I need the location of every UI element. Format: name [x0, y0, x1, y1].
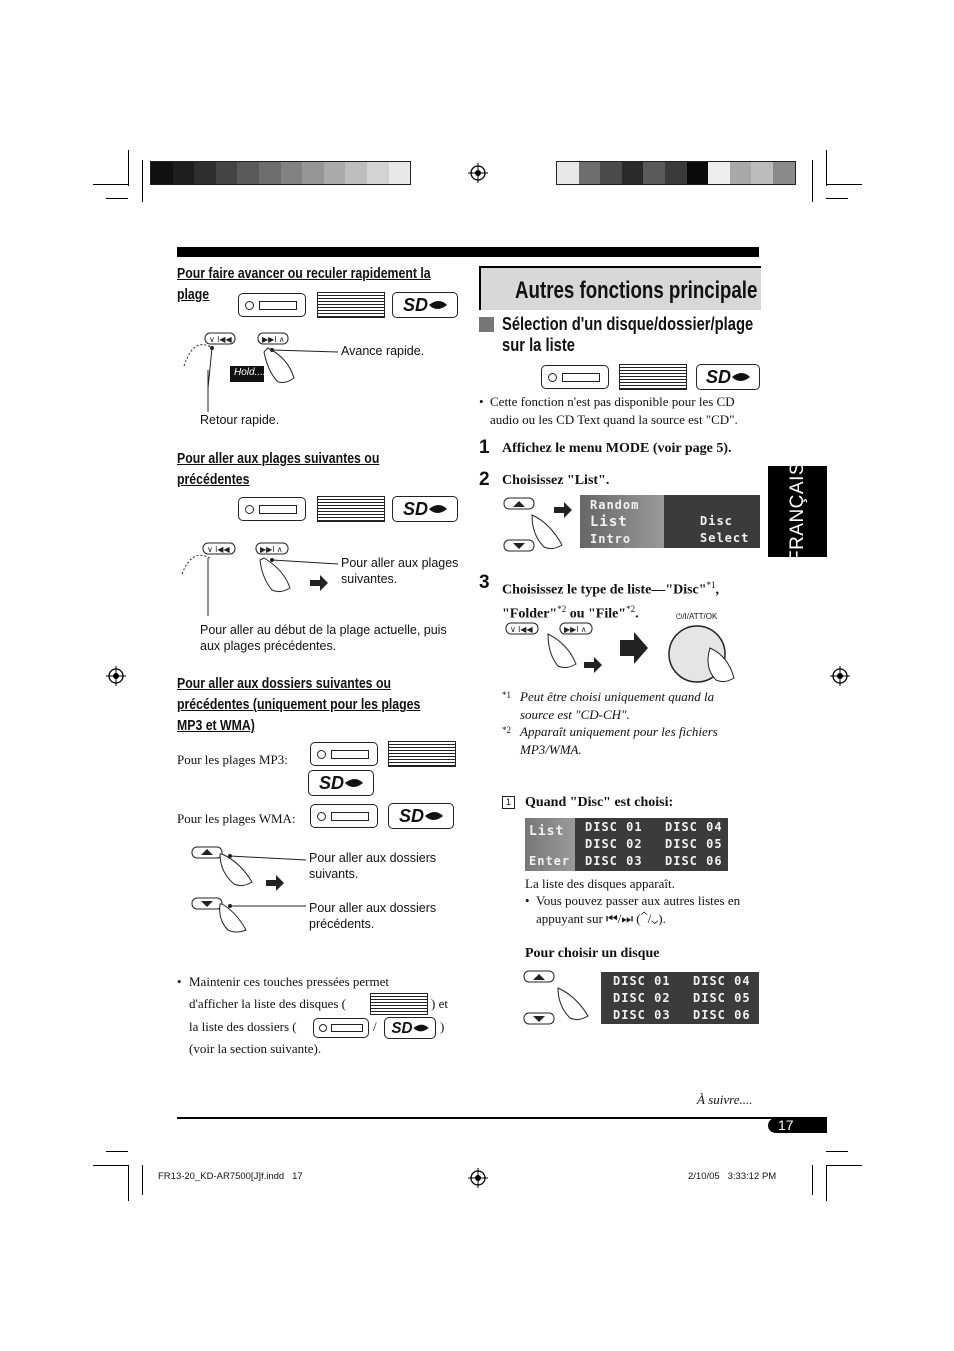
lcd-enter: Enter	[529, 854, 571, 868]
color-swatch	[259, 162, 281, 184]
top-rule	[177, 247, 759, 257]
lcd-disc-item: DISC 03	[613, 1008, 671, 1022]
updown-buttons-illustration	[502, 495, 580, 555]
hold-note-line4: (voir la section suivante).	[189, 1041, 322, 1056]
footnote-ref: *1	[706, 580, 716, 590]
page-number-tab	[768, 1118, 827, 1133]
color-swatch	[557, 162, 579, 184]
color-swatch	[773, 162, 795, 184]
color-swatch	[730, 162, 752, 184]
footnote-ref: *2	[626, 603, 636, 614]
crop-mark	[128, 1165, 129, 1201]
color-swatch	[173, 162, 195, 184]
crop-mark	[826, 1151, 848, 1152]
lcd-disc-item: DISC 01	[585, 820, 643, 834]
lcd-disc-item: DISC 01	[613, 974, 671, 988]
language-tab	[768, 461, 827, 562]
color-swatch	[302, 162, 324, 184]
crop-mark	[142, 160, 143, 202]
slash: /	[373, 1019, 377, 1034]
lcd-disc-item: DISC 04	[693, 974, 751, 988]
color-swatch	[579, 162, 601, 184]
color-swatch	[751, 162, 773, 184]
step1-text: Affichez le menu MODE (voir page 5).	[502, 441, 732, 456]
lcd-disc-list	[525, 818, 728, 871]
color-swatch	[194, 162, 216, 184]
color-swatch	[389, 162, 411, 184]
substep-number: 1	[502, 796, 515, 809]
color-swatch	[345, 162, 367, 184]
step-number: 3	[479, 572, 490, 593]
registration-target-icon	[106, 666, 126, 686]
lcd-disc-item: DISC 06	[665, 854, 723, 868]
continued-text: À suivre....	[697, 1092, 753, 1107]
lcd-disc-item: DISC 02	[585, 837, 643, 851]
hold-note-line3: la liste des dossiers (	[189, 1019, 297, 1034]
lcd-disc-item: DISC 05	[693, 991, 751, 1005]
bottom-rule	[177, 1117, 827, 1119]
color-swatch	[237, 162, 259, 184]
bullet-dot: •	[525, 893, 530, 908]
hold-label: Hold....	[234, 367, 266, 378]
sd-source-icon	[308, 770, 374, 796]
crop-mark	[826, 1165, 827, 1201]
crop-mark	[826, 184, 862, 185]
registration-target-icon	[468, 1168, 488, 1188]
svg-text:∨ I◀◀: ∨ I◀◀	[209, 335, 232, 344]
changer-source-icon	[370, 993, 428, 1015]
heading-text: Pour aller aux plages suivantes ou précédentes	[177, 450, 380, 488]
footer-file: FR13-20_KD-AR7500[J]f.indd 17	[158, 1171, 303, 1182]
list-appears-text: La liste des disques apparaît.	[525, 876, 675, 891]
svg-text:∨ I◀◀: ∨ I◀◀	[207, 545, 230, 554]
color-swatch	[216, 162, 238, 184]
registration-target-icon	[830, 666, 850, 686]
color-calibration-bar-right	[556, 161, 796, 185]
crop-mark	[106, 198, 128, 199]
svg-text:SD: SD	[403, 500, 429, 518]
page-title: Autres fonctions principale	[515, 277, 758, 304]
reverse-label: Retour rapide.	[200, 413, 280, 427]
step3-text-c: ou "File"	[566, 606, 627, 622]
prev-folder-label: Pour aller aux dossiers précédents.	[309, 901, 437, 931]
page-number: 17	[778, 1117, 794, 1133]
hold-note-line1: Maintenir ces touches pressées permet	[189, 974, 389, 989]
color-swatch	[600, 162, 622, 184]
changer-source-icon	[317, 292, 385, 318]
cd-source-icon	[238, 497, 306, 521]
lcd-list: List	[529, 824, 565, 839]
svg-text:▶▶I ∧: ▶▶I ∧	[260, 545, 283, 554]
hold-note-line3-end: )	[440, 1019, 445, 1034]
switch-list-note: Vous pouvez passer aux autres listes en appuyant sur ⏮/⏭ (⌃/⌄).	[536, 893, 741, 926]
color-swatch	[643, 162, 665, 184]
step-number: 2	[479, 469, 490, 490]
lcd-disc-item: DISC 02	[613, 991, 671, 1005]
crop-mark	[93, 1165, 129, 1166]
footnote-ref: *2	[557, 603, 567, 614]
crop-mark	[826, 1165, 862, 1166]
lcd-disc-item: DISC 04	[665, 820, 723, 834]
color-swatch	[687, 162, 709, 184]
section-subtitle: Sélection d'un disque/dossier/plage sur la liste	[502, 314, 754, 355]
crop-mark	[106, 1151, 128, 1152]
availability-note: Cette fonction n'est pas disponible pour les CD audio ou les CD Text quand la source est "CD".	[490, 394, 738, 427]
registration-target-icon	[468, 163, 488, 183]
lcd-disc-select	[601, 972, 759, 1024]
step3-text-b: "Folder"	[502, 606, 558, 622]
next-track-label: Pour aller aux plages suivantes.	[341, 556, 459, 586]
substep-text: Quand "Disc" est choisi:	[525, 795, 674, 810]
footnote-mark: *2	[502, 725, 511, 735]
sd-source-icon	[392, 292, 458, 318]
step3-text-a: Choisissez le type de liste—"Disc"	[502, 582, 707, 598]
crop-mark	[826, 198, 848, 199]
color-calibration-bar-left	[150, 161, 411, 185]
bullet-dot: •	[479, 394, 484, 409]
changer-source-icon	[619, 364, 687, 390]
choose-disc-heading: Pour choisir un disque	[525, 946, 660, 961]
crop-mark	[142, 1165, 143, 1195]
svg-text:SD: SD	[706, 368, 732, 386]
footnote-mark: *1	[502, 690, 511, 700]
lcd-disc-item: DISC 03	[585, 854, 643, 868]
next-folder-label: Pour aller aux dossiers suivants.	[309, 851, 437, 881]
svg-text:SD: SD	[319, 774, 345, 792]
list-type-selection-illustration	[502, 618, 762, 688]
lcd-item-random: Random	[590, 498, 640, 512]
changer-source-icon	[388, 741, 456, 767]
knob-label: ⏻/I/ATT/OK	[676, 612, 718, 621]
lcd-item-intro: Intro	[590, 532, 632, 546]
crop-mark	[812, 1165, 813, 1195]
sd-source-icon	[696, 364, 760, 390]
step2-text: Choisissez "List".	[502, 473, 610, 488]
folder-buttons-illustration	[186, 842, 306, 942]
svg-text:▶▶I ∧: ▶▶I ∧	[262, 335, 285, 344]
section-square-icon	[479, 317, 494, 332]
heading-text: Pour faire avancer ou reculer rapidement la plage	[177, 265, 431, 303]
section-heading-next-tracks	[177, 448, 437, 490]
prev-track-label: Pour aller au début de la plage actuelle, puis aux plages précédentes.	[200, 623, 447, 653]
hold-note-line2-end: ) et	[431, 996, 448, 1011]
lcd-item-list: List	[590, 514, 628, 530]
forward-label: Avance rapide.	[341, 344, 425, 358]
bullet-dot: •	[177, 974, 182, 989]
svg-text:SD: SD	[399, 807, 425, 825]
title-banner	[479, 266, 761, 310]
crop-mark	[826, 150, 827, 186]
cd-source-icon	[310, 804, 378, 828]
lcd-disc-item: DISC 06	[693, 1008, 751, 1022]
footnote-1: Peut être choisi uniquement quand la source est "CD-CH".	[520, 689, 715, 722]
crop-mark	[128, 150, 129, 186]
cd-source-icon	[238, 293, 306, 317]
step3-text: Choisissez le type de liste—"Disc"$^{*1}$, "Folder"$^{*2}$ ou "File"$^{*2}$.	[502, 580, 720, 622]
section-heading-folders	[177, 673, 457, 736]
footnote-2: Apparaît uniquement pour les fichiers MP3/WMA.	[520, 724, 718, 757]
color-swatch	[151, 162, 173, 184]
svg-text:∨ I◀◀: ∨ I◀◀	[510, 625, 533, 634]
svg-text:▶▶I ∧: ▶▶I ∧	[564, 625, 587, 634]
mp3-label: Pour les plages MP3:	[177, 752, 288, 767]
hold-note-line2: d'afficher la liste des disques (	[189, 996, 346, 1011]
heading-text: Pour aller aux dossiers suivantes ou précédentes (uniquement pour les plages MP3 et WMA)	[177, 675, 421, 734]
changer-source-icon	[317, 496, 385, 522]
sd-source-icon	[388, 803, 454, 829]
footer-date: 2/10/05 3:33:12 PM	[688, 1171, 777, 1182]
sd-source-icon	[392, 496, 458, 522]
crop-mark	[93, 184, 129, 185]
language-label: FRANÇAIS	[786, 461, 808, 562]
step-number: 1	[479, 437, 490, 458]
svg-text:SD: SD	[403, 296, 429, 314]
cd-source-icon	[313, 1018, 369, 1038]
color-swatch	[708, 162, 730, 184]
updown-buttons-illustration	[522, 968, 600, 1028]
color-swatch	[622, 162, 644, 184]
lcd-select: Select	[700, 531, 750, 545]
color-swatch	[665, 162, 687, 184]
wma-label: Pour les plages WMA:	[177, 811, 296, 826]
color-swatch	[324, 162, 346, 184]
cd-source-icon	[310, 742, 378, 766]
svg-text:SD: SD	[391, 1020, 413, 1036]
color-swatch	[367, 162, 389, 184]
lcd-mode-menu	[580, 495, 760, 548]
lcd-disc: Disc	[700, 514, 733, 528]
cd-source-icon	[541, 365, 609, 389]
crop-mark	[812, 160, 813, 202]
lcd-disc-item: DISC 05	[665, 837, 723, 851]
color-swatch	[281, 162, 303, 184]
sd-source-icon	[384, 1017, 436, 1039]
